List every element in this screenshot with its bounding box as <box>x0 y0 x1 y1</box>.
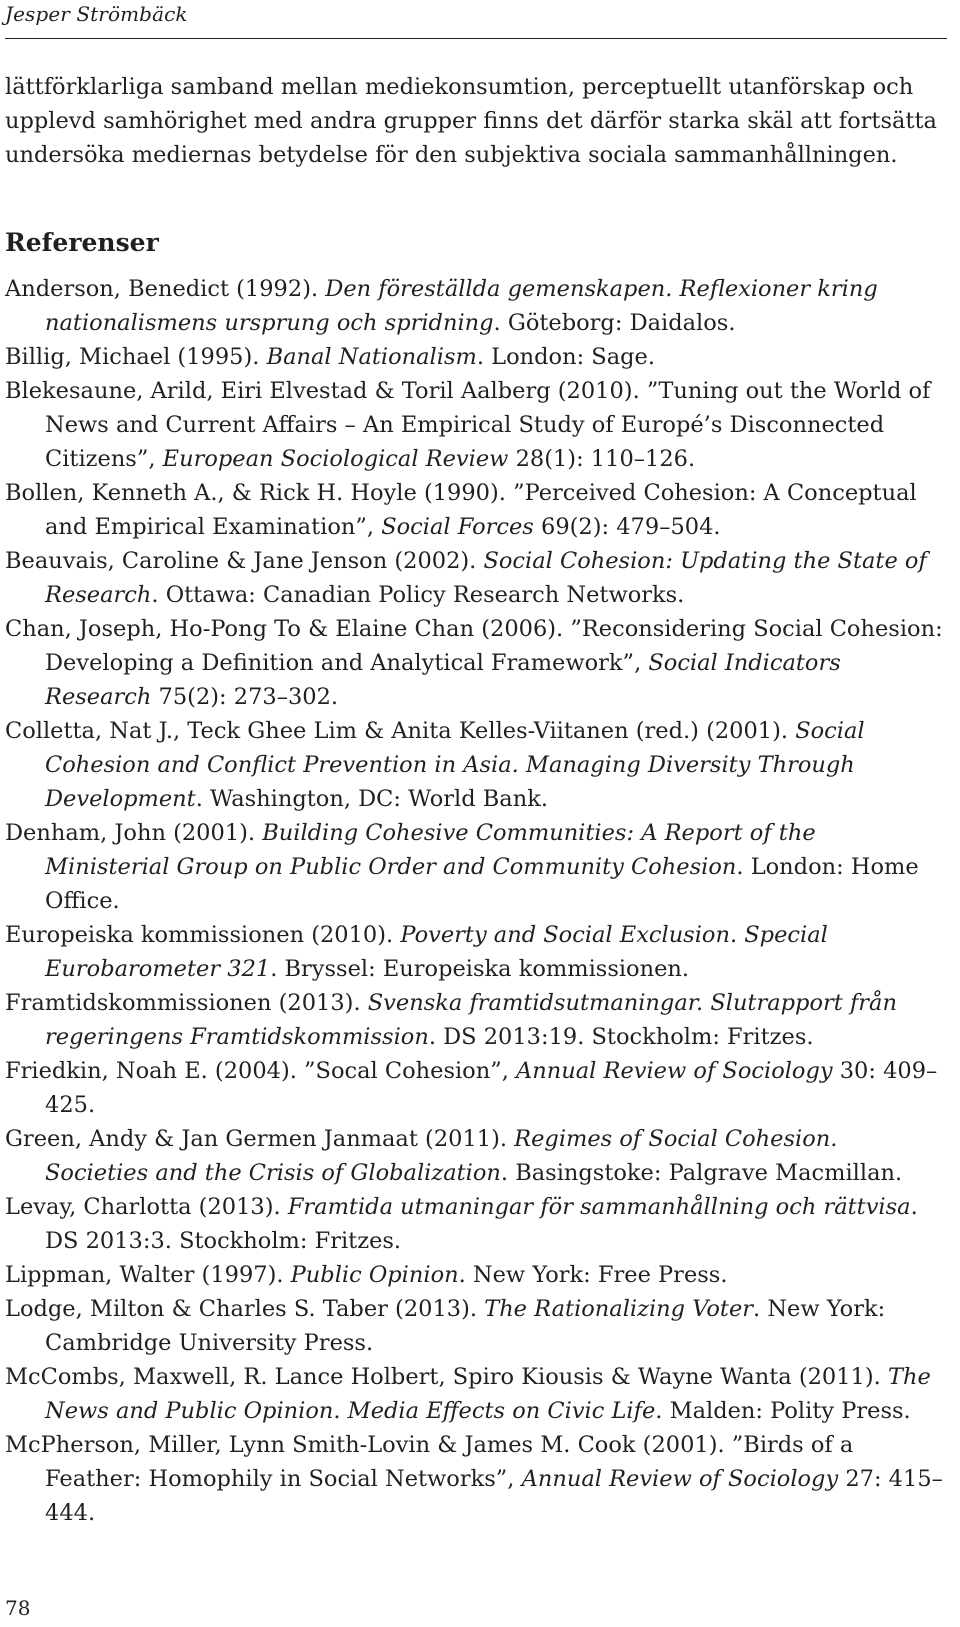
reference-tail: . Basingstoke: Palgrave Macmillan. <box>500 1160 903 1186</box>
reference-entry <box>5 476 947 544</box>
reference-lead: Framtidskommissionen (2013). <box>5 990 368 1016</box>
reference-title: Annual Review of Sociology <box>516 1058 833 1084</box>
reference-lead: Friedkin, Noah E. (2004). ”Socal Cohesion”, <box>5 1058 517 1084</box>
reference-title: Svenska framtidsutmaningar. Slutrapport från regeringens Framtidskommission <box>45 990 897 1050</box>
reference-tail: . Göteborg: Daidalos. <box>493 310 736 336</box>
reference-tail: . Washington, DC: World Bank. <box>195 786 548 812</box>
reference-title: Social Forces <box>381 514 534 540</box>
reference-lead: Colletta, Nat J., Teck Ghee Lim & Anita Kelles-Viitanen (red.) (2001). <box>5 718 796 744</box>
reference-lead: McPherson, Miller, Lynn Smith-Lovin & James M. Cook (2001). ”Birds of a Feather: Homophily in Social Networks”, <box>5 1432 854 1492</box>
reference-entry <box>5 986 947 1054</box>
reference-lead: Denham, John (2001). <box>5 820 263 846</box>
reference-title: Building Cohesive Communities: A Report of the Ministerial Group on Public Order and Community Cohesion <box>45 820 816 880</box>
reference-tail: . DS 2013:3. Stockholm: Fritzes. <box>45 1194 918 1254</box>
reference-lead: Lodge, Milton & Charles S. Taber (2013). <box>5 1296 485 1322</box>
intro-paragraph: lättförklarliga samband mellan mediekonsumtion, perceptuellt utanförskap och upplevd samhörighet med andra grupper finns det därför starka skäl att fortsätta undersöka mediernas betydelse för den subjektiva sociala sammanhållningen. <box>5 74 937 168</box>
reference-tail: . DS 2013:19. Stockholm: Fritzes. <box>428 1024 814 1050</box>
reference-entry <box>5 374 947 476</box>
reference-entry <box>5 1190 947 1258</box>
reference-title: Poverty and Social Exclusion. Special Eurobarometer 321 <box>45 922 828 982</box>
reference-title: Framtida utmaningar för sammanhållning och rättvisa <box>287 1194 911 1220</box>
section-heading: Referenser <box>5 228 159 257</box>
reference-title: Social Cohesion: Updating the State of Research <box>45 548 927 608</box>
reference-tail: 28(1): 110–126. <box>508 446 696 472</box>
reference-title: Social Indicators Research <box>45 650 841 710</box>
reference-title: Annual Review of Sociology <box>521 1466 839 1492</box>
reference-title: Social Cohesion and Conflict Prevention in Asia. Managing Diversity Through Development <box>45 718 865 812</box>
reference-lead: McCombs, Maxwell, R. Lance Holbert, Spiro Kiousis & Wayne Wanta (2011). <box>5 1364 888 1390</box>
reference-title: Public Opinion <box>290 1262 459 1288</box>
reference-entry <box>5 1122 947 1190</box>
reference-entry <box>5 816 947 918</box>
reference-lead: Lippman, Walter (1997). <box>5 1262 291 1288</box>
reference-tail: . New York: Cambridge University Press. <box>45 1296 886 1356</box>
reference-lead: Europeiska kommissionen (2010). <box>5 922 401 948</box>
reference-tail: . New York: Free Press. <box>458 1262 728 1288</box>
reference-lead: Anderson, Benedict (1992). <box>5 276 326 302</box>
reference-entry <box>5 714 947 816</box>
running-header-author: Jesper Strömbäck <box>5 2 188 26</box>
reference-title: Regimes of Social Cohesion. Societies and the Crisis of Globalization <box>45 1126 838 1186</box>
reference-lead: Bollen, Kenneth A., & Rick H. Hoyle (1990). ”Perceived Cohesion: A Conceptual and Empirical Examination”, <box>5 480 917 540</box>
reference-entry <box>5 612 947 714</box>
reference-title: Den föreställda gemenskapen. Reflexioner kring nationalismens ursprung och spridning <box>45 276 878 336</box>
reference-lead: Levay, Charlotta (2013). <box>5 1194 288 1220</box>
reference-lead: Beauvais, Caroline & Jane Jenson (2002). <box>5 548 484 574</box>
reference-tail: . London: Sage. <box>476 344 655 370</box>
reference-title: European Sociological Review <box>162 446 509 472</box>
reference-tail: . Ottawa: Canadian Policy Research Networks. <box>151 582 685 608</box>
reference-tail: 69(2): 479–504. <box>533 514 721 540</box>
reference-tail: 75(2): 273–302. <box>151 684 339 710</box>
reference-entry <box>5 340 947 374</box>
reference-tail: 30: 409–425. <box>45 1058 938 1118</box>
reference-lead: Green, Andy & Jan Germen Janmaat (2011). <box>5 1126 515 1152</box>
reference-title: Banal Nationalism <box>266 344 477 370</box>
header-rule <box>5 38 947 39</box>
reference-lead: Chan, Joseph, Ho-Pong To & Elaine Chan (2006). ”Reconsidering Social Cohesion: Developing a Definition and Analytical Framework”, <box>5 616 943 676</box>
reference-entry <box>5 1292 947 1360</box>
reference-lead: Billig, Michael (1995). <box>5 344 267 370</box>
page-number: 78 <box>5 1596 31 1620</box>
reference-entry <box>5 1258 947 1292</box>
reference-title: The Rationalizing Voter <box>484 1296 754 1322</box>
reference-entry <box>5 918 947 986</box>
reference-entry <box>5 272 947 340</box>
reference-tail: . London: Home Office. <box>45 854 919 914</box>
reference-entry <box>5 1054 947 1122</box>
reference-tail: . Bryssel: Europeiska kommissionen. <box>270 956 690 982</box>
reference-tail: . Malden: Polity Press. <box>655 1398 911 1424</box>
reference-lead: Blekesaune, Arild, Eiri Elvestad & Toril Aalberg (2010). ”Tuning out the World of News and Current Affairs – An Empirical Study of Europé’s Disconnected Citizens”, <box>5 378 931 472</box>
reference-list <box>5 272 947 1530</box>
reference-entry <box>5 544 947 612</box>
reference-title: The News and Public Opinion. Media Effects on Civic Life <box>45 1364 931 1424</box>
reference-entry <box>5 1360 947 1428</box>
reference-entry <box>5 1428 947 1530</box>
reference-tail: 27: 415–444. <box>45 1466 943 1526</box>
